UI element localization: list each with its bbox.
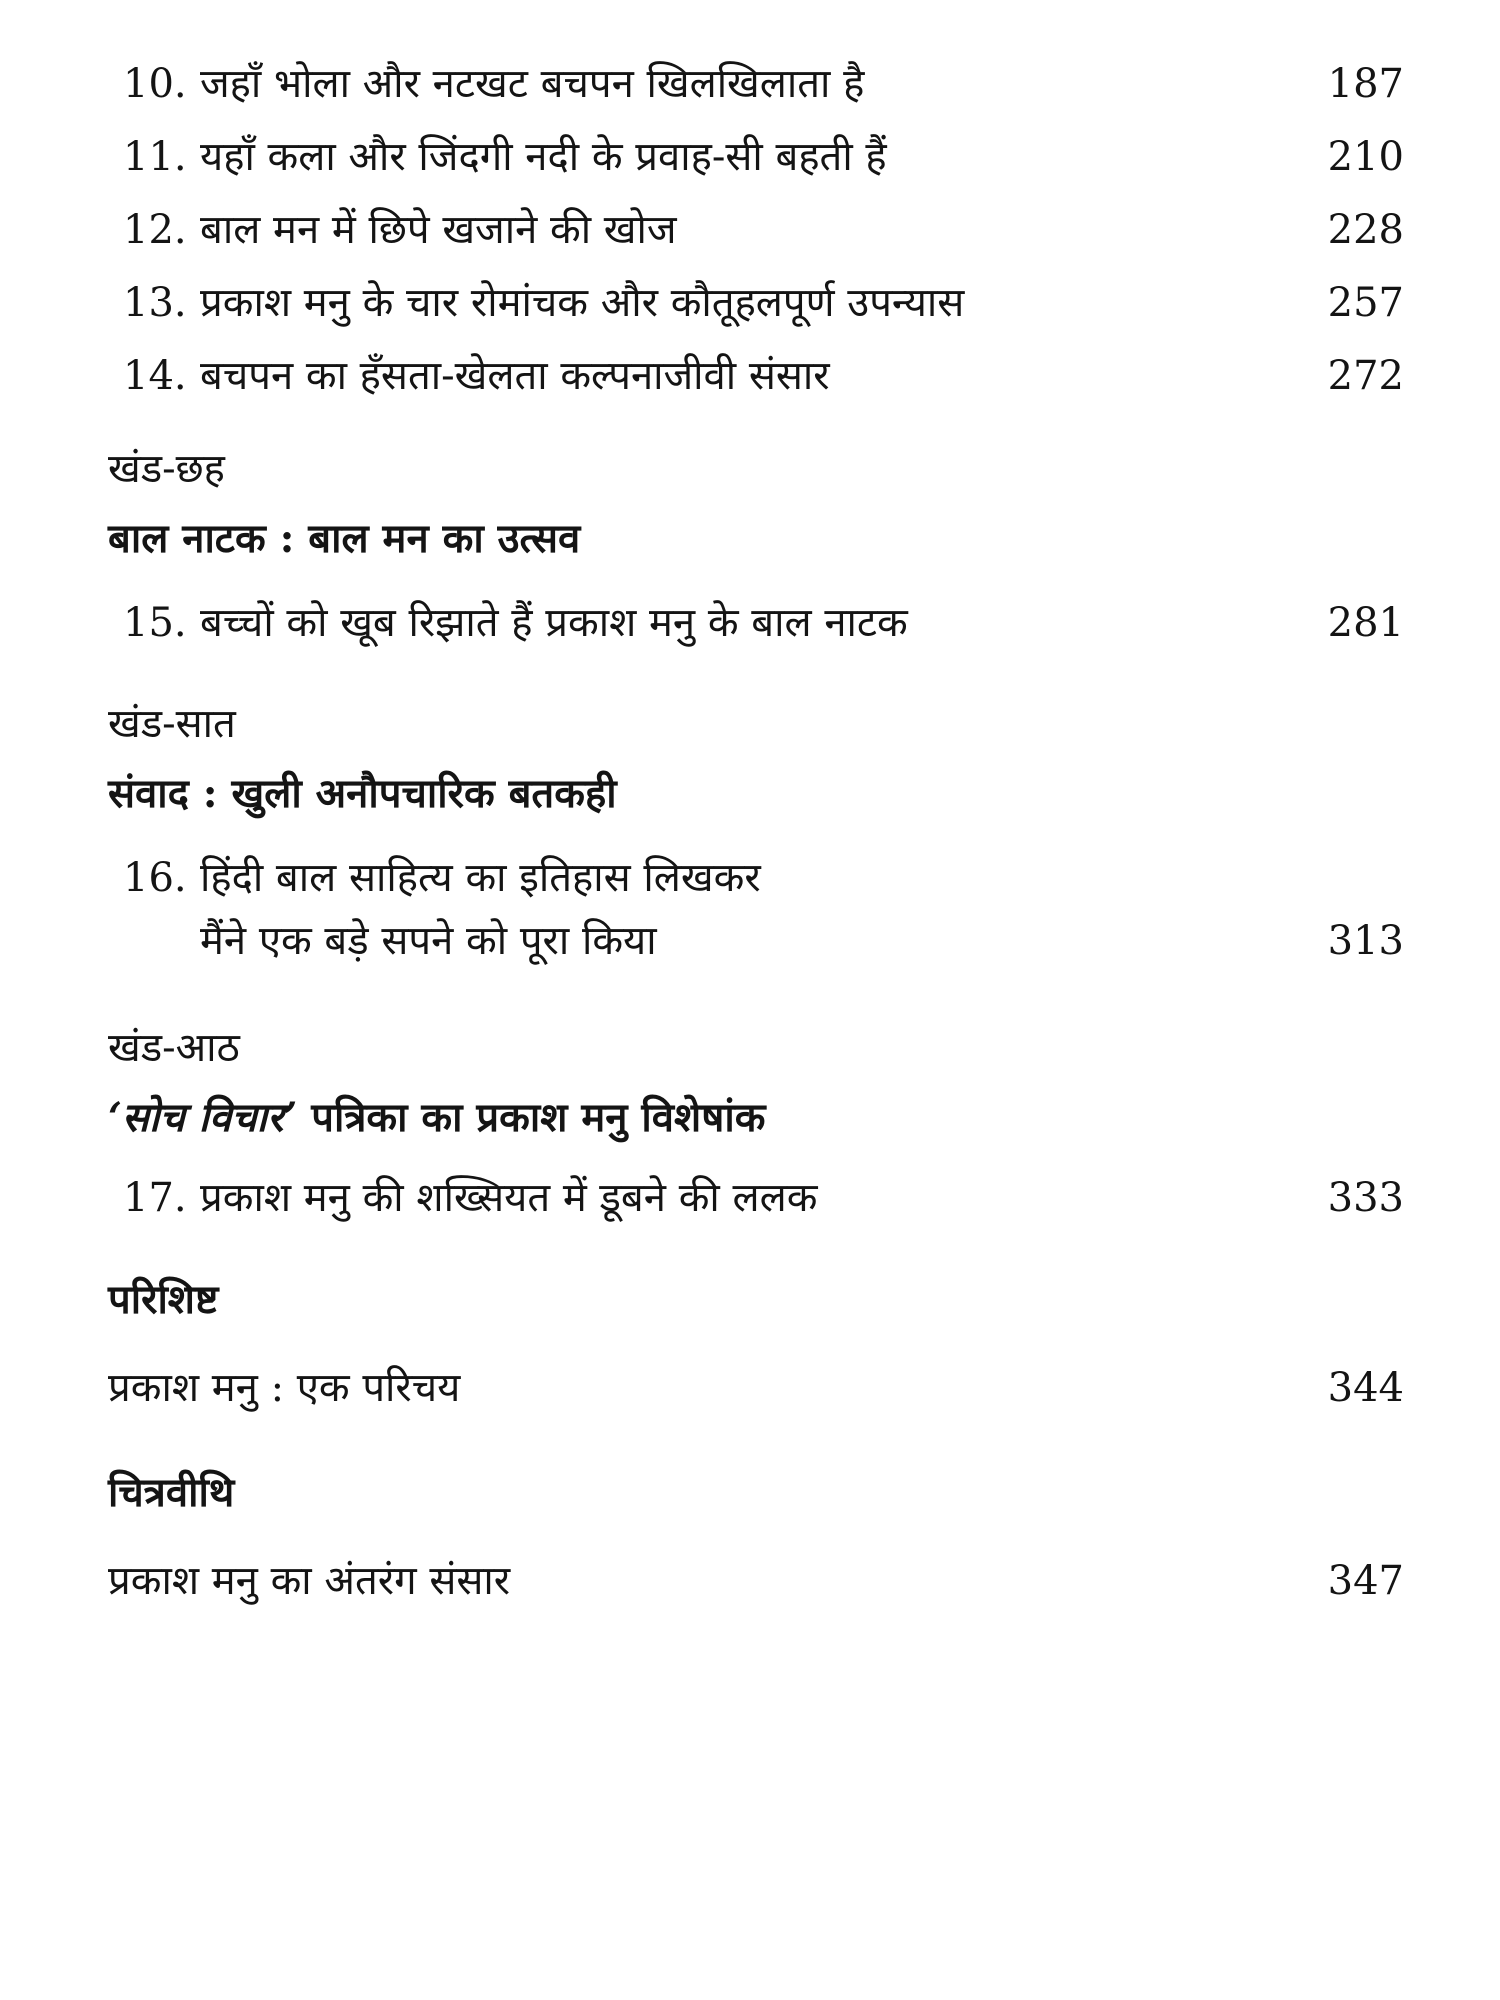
section-six-title: बाल नाटक : बाल मन का उत्सव — [108, 515, 581, 562]
entry-number: 12. — [123, 207, 187, 253]
entry-title-line-1: हिंदी बाल साहित्य का इतिहास लिखकर — [200, 855, 761, 901]
entry-title: बच्चों को खूब रिझाते हैं प्रकाश मनु के बाल नाटक — [200, 600, 908, 646]
entry-page-number: 210 — [1327, 134, 1404, 180]
entry-title: जहाँ भोला और नटखट बचपन खिलखिलाता है — [200, 61, 865, 107]
entry-title: बचपन का हँसता-खेलता कल्पनाजीवी संसार — [200, 353, 830, 399]
gallery-heading: चित्रवीथि — [108, 1469, 235, 1516]
section-six-label: खंड-छह — [108, 446, 225, 492]
entry-title-line-2: मैंने एक बड़े सपने को पूरा किया — [200, 918, 657, 964]
section-eight-title — [108, 1092, 765, 1144]
entry-number: 17. — [123, 1175, 187, 1221]
entry-number: 11. — [123, 134, 187, 180]
entry-page-number: 228 — [1327, 207, 1404, 253]
entry-page-number: 257 — [1327, 280, 1404, 326]
entry-title: प्रकाश मनु : एक परिचय — [108, 1365, 461, 1411]
section-eight-label: खंड-आठ — [108, 1025, 240, 1071]
entry-number: 14. — [123, 353, 187, 399]
entry-title: प्रकाश मनु की शख्सियत में डूबने की ललक — [200, 1175, 818, 1221]
section-seven-title: संवाद : खुली अनौपचारिक बतकही — [108, 770, 617, 817]
entry-page-number: 313 — [1327, 918, 1404, 964]
entry-page-number: 272 — [1327, 353, 1404, 399]
section-eight-title-rest: पत्रिका का प्रकाश मनु विशेषांक — [297, 1094, 766, 1141]
magazine-name: ‘सोच विचार’ — [108, 1094, 298, 1141]
entry-number: 10. — [123, 61, 187, 107]
appendix-heading: परिशिष्ट — [108, 1276, 219, 1323]
section-seven-label: खंड-सात — [108, 701, 236, 747]
entry-page-number: 344 — [1327, 1365, 1404, 1411]
entry-page-number: 187 — [1327, 61, 1404, 107]
entry-number: 16. — [123, 855, 187, 901]
entry-title: प्रकाश मनु के चार रोमांचक और कौतूहलपूर्ण उपन्यास — [200, 280, 965, 326]
entry-title: प्रकाश मनु का अंतरंग संसार — [108, 1558, 511, 1604]
entry-page-number: 281 — [1327, 600, 1404, 646]
entry-title: यहाँ कला और जिंदगी नदी के प्रवाह-सी बहती हैं — [200, 134, 887, 180]
entry-number: 13. — [123, 280, 187, 326]
entry-number: 15. — [123, 600, 187, 646]
entry-title: बाल मन में छिपे खजाने की खोज — [200, 207, 677, 253]
entry-page-number: 347 — [1327, 1558, 1404, 1604]
entry-page-number: 333 — [1327, 1175, 1404, 1221]
